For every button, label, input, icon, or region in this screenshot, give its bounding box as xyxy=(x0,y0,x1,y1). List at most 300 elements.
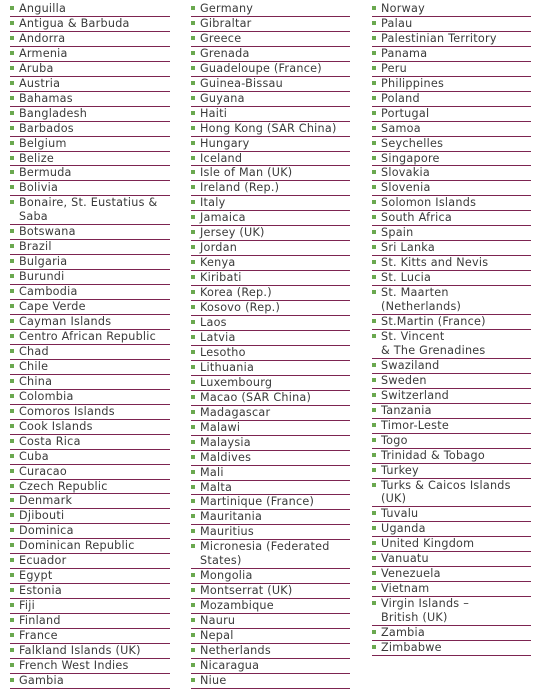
country-list-item xyxy=(372,271,531,286)
country-list-item xyxy=(372,107,531,122)
bullet-icon xyxy=(372,438,376,442)
country-name: Gambia xyxy=(19,673,64,687)
country-list-item xyxy=(372,434,531,449)
bullet-icon xyxy=(372,393,376,397)
country-list-item xyxy=(372,137,531,152)
country-list-item xyxy=(191,406,350,421)
country-list-item xyxy=(372,389,531,404)
country-name: Estonia xyxy=(19,584,62,598)
bullet-icon xyxy=(191,455,195,459)
country-name: Guinea-Bissau xyxy=(200,76,283,90)
bullet-icon xyxy=(191,663,195,667)
country-list-item xyxy=(372,47,531,62)
bullet-icon xyxy=(372,185,376,189)
country-name: Slovakia xyxy=(381,166,430,180)
bullet-icon xyxy=(372,630,376,634)
bullet-icon xyxy=(372,423,376,427)
country-name: Nicaragua xyxy=(200,658,260,672)
country-list-item xyxy=(191,196,350,211)
country-name: Grenada xyxy=(200,46,250,60)
country-list-item xyxy=(10,375,170,390)
country-list-item xyxy=(372,359,531,374)
country-list-item xyxy=(372,286,531,315)
country-list-item xyxy=(191,2,350,17)
country-list-item xyxy=(372,330,531,359)
bullet-icon xyxy=(10,663,14,667)
country-list-item xyxy=(10,539,170,554)
bullet-icon xyxy=(10,304,14,308)
bullet-icon xyxy=(10,648,14,652)
country-name: St. Kitts and Nevis xyxy=(381,256,489,270)
country-name: Bangladesh xyxy=(19,106,88,120)
country-name: Mozambique xyxy=(200,599,274,613)
country-list-item xyxy=(191,226,350,241)
country-name: Zambia xyxy=(381,626,425,640)
country-list-item xyxy=(191,525,350,540)
country-list-item xyxy=(10,77,170,92)
country-name: Mali xyxy=(200,465,224,479)
country-name: Spain xyxy=(381,226,414,240)
country-list-item xyxy=(10,2,170,17)
bullet-icon xyxy=(10,678,14,682)
country-column-1 xyxy=(10,2,170,689)
country-name: Bonaire, St. Eustatius & Saba xyxy=(19,196,158,224)
bullet-icon xyxy=(191,365,195,369)
country-name: Tanzania xyxy=(381,403,432,417)
bullet-icon xyxy=(10,51,14,55)
bullet-icon xyxy=(191,170,195,174)
bullet-icon xyxy=(191,395,195,399)
country-name: Lesotho xyxy=(200,345,246,359)
country-list-item xyxy=(10,659,170,674)
bullet-icon xyxy=(10,36,14,40)
bullet-icon xyxy=(191,335,195,339)
country-name: Armenia xyxy=(19,46,68,60)
country-list-item xyxy=(372,464,531,479)
country-name: Palestinian Territory xyxy=(381,31,497,45)
country-name: Cape Verde xyxy=(19,300,86,314)
bullet-icon xyxy=(10,81,14,85)
country-list-item xyxy=(191,32,350,47)
country-name: Hong Kong (SAR China) xyxy=(200,121,337,135)
country-list-item xyxy=(10,629,170,644)
country-name: Swaziland xyxy=(381,358,440,372)
country-name: Aruba xyxy=(19,61,54,75)
bullet-icon xyxy=(10,96,14,100)
bullet-icon xyxy=(191,544,195,548)
country-name: Haiti xyxy=(200,106,228,120)
bullet-icon xyxy=(10,573,14,577)
country-name: Zimbabwe xyxy=(381,640,442,654)
bullet-icon xyxy=(372,6,376,10)
country-list-item xyxy=(191,451,350,466)
bullet-icon xyxy=(191,305,195,309)
bullet-icon xyxy=(10,364,14,368)
country-list-item xyxy=(10,599,170,614)
country-list-item xyxy=(191,107,350,122)
country-name: Falkland Islands (UK) xyxy=(19,643,141,657)
bullet-icon xyxy=(10,21,14,25)
country-list-item xyxy=(191,316,350,331)
country-list-item xyxy=(372,17,531,32)
country-list-item xyxy=(372,122,531,137)
country-list-item xyxy=(372,374,531,389)
country-list-item xyxy=(372,522,531,537)
bullet-icon xyxy=(372,170,376,174)
bullet-icon xyxy=(10,185,14,189)
country-list-item xyxy=(191,47,350,62)
country-name: Vanuatu xyxy=(381,552,429,566)
bullet-icon xyxy=(10,200,14,204)
country-name: French West Indies xyxy=(19,658,129,672)
country-list-item xyxy=(191,152,350,167)
country-list-item xyxy=(191,584,350,599)
bullet-icon xyxy=(191,380,195,384)
bullet-icon xyxy=(10,439,14,443)
country-name: Slovenia xyxy=(381,181,431,195)
country-name: Netherlands xyxy=(200,643,271,657)
bullet-icon xyxy=(191,320,195,324)
country-name: Latvia xyxy=(200,330,236,344)
country-name: Bolivia xyxy=(19,181,59,195)
bullet-icon xyxy=(372,586,376,590)
bullet-icon xyxy=(191,678,195,682)
country-list-item xyxy=(191,421,350,436)
country-list-item xyxy=(191,644,350,659)
country-name: Djibouti xyxy=(19,509,65,523)
bullet-icon xyxy=(372,645,376,649)
bullet-icon xyxy=(10,454,14,458)
bullet-icon xyxy=(10,170,14,174)
bullet-icon xyxy=(191,141,195,145)
country-name: Hungary xyxy=(200,136,250,150)
country-name: Jersey (UK) xyxy=(200,226,265,240)
country-list-item xyxy=(372,567,531,582)
country-name: Vietnam xyxy=(381,582,430,596)
country-list-item xyxy=(191,481,350,496)
country-list-item xyxy=(191,466,350,481)
bullet-icon xyxy=(191,126,195,130)
bullet-icon xyxy=(372,319,376,323)
country-name: Micronesia (Federated States) xyxy=(200,540,330,568)
country-name: Comoros Islands xyxy=(19,404,115,418)
country-list-item xyxy=(10,494,170,509)
bullet-icon xyxy=(372,126,376,130)
country-name: Guadeloupe (France) xyxy=(200,61,322,75)
country-name: Cayman Islands xyxy=(19,315,112,329)
country-list-item xyxy=(10,450,170,465)
country-name: Panama xyxy=(381,46,428,60)
bullet-icon xyxy=(191,529,195,533)
bullet-icon xyxy=(372,111,376,115)
bullet-icon xyxy=(372,66,376,70)
country-name: Burundi xyxy=(19,270,65,284)
country-name: St. Vincent & The Grenadines xyxy=(381,329,486,357)
bullet-icon xyxy=(191,36,195,40)
country-list-item xyxy=(372,626,531,641)
bullet-icon xyxy=(191,425,195,429)
bullet-icon xyxy=(191,6,195,10)
country-list-item xyxy=(10,315,170,330)
country-list-item xyxy=(372,597,531,626)
country-list-item xyxy=(372,479,531,508)
bullet-icon xyxy=(191,156,195,160)
bullet-icon xyxy=(372,156,376,160)
bullet-icon xyxy=(372,141,376,145)
country-name: Cambodia xyxy=(19,285,78,299)
bullet-icon xyxy=(372,511,376,515)
bullet-icon xyxy=(372,36,376,40)
country-list-item xyxy=(10,509,170,524)
country-list-item xyxy=(191,181,350,196)
country-name: Seychelles xyxy=(381,136,444,150)
bullet-icon xyxy=(10,528,14,532)
country-name: Jordan xyxy=(200,241,238,255)
bullet-icon xyxy=(372,468,376,472)
country-name: Costa Rica xyxy=(19,434,81,448)
country-name: Bermuda xyxy=(19,166,72,180)
country-name: Barbados xyxy=(19,121,74,135)
country-list-item xyxy=(191,629,350,644)
bullet-icon xyxy=(372,334,376,338)
country-list-item xyxy=(191,391,350,406)
bullet-icon xyxy=(10,558,14,562)
country-list-item xyxy=(372,181,531,196)
country-name: Belgium xyxy=(19,136,67,150)
bullet-icon xyxy=(191,618,195,622)
country-name: Portugal xyxy=(381,106,430,120)
bullet-icon xyxy=(372,81,376,85)
bullet-icon xyxy=(191,573,195,577)
bullet-icon xyxy=(191,648,195,652)
country-name: Dominica xyxy=(19,524,74,538)
country-list-item xyxy=(191,137,350,152)
country-list-item xyxy=(191,17,350,32)
country-list-item xyxy=(10,285,170,300)
country-name: Chad xyxy=(19,344,49,358)
country-list-item xyxy=(372,404,531,419)
bullet-icon xyxy=(191,633,195,637)
country-list-item xyxy=(372,92,531,107)
country-list-item xyxy=(10,465,170,480)
country-list-item xyxy=(372,32,531,47)
country-name: Timor-Leste xyxy=(381,418,450,432)
country-list-item xyxy=(191,599,350,614)
country-name: Macao (SAR China) xyxy=(200,390,312,404)
bullet-icon xyxy=(191,185,195,189)
country-name: Madagascar xyxy=(200,405,271,419)
country-list-item xyxy=(191,540,350,569)
country-list-item xyxy=(372,226,531,241)
bullet-icon xyxy=(10,66,14,70)
country-name: Gibraltar xyxy=(200,16,252,30)
country-list-item xyxy=(191,77,350,92)
country-list-item xyxy=(191,361,350,376)
country-name: Peru xyxy=(381,61,407,75)
country-name: Luxembourg xyxy=(200,375,273,389)
bullet-icon xyxy=(191,290,195,294)
country-name: Botswana xyxy=(19,225,76,239)
country-name: Niue xyxy=(200,673,227,687)
country-list-item xyxy=(10,300,170,315)
bullet-icon xyxy=(372,541,376,545)
country-list-item xyxy=(10,240,170,255)
country-list-item xyxy=(10,435,170,450)
country-list-item xyxy=(191,436,350,451)
country-list-item xyxy=(191,659,350,674)
country-list-item xyxy=(10,255,170,270)
country-name: Dominican Republic xyxy=(19,539,135,553)
bullet-icon xyxy=(191,499,195,503)
country-name: Ecuador xyxy=(19,554,67,568)
bullet-icon xyxy=(372,556,376,560)
bullet-icon xyxy=(191,350,195,354)
country-name: St.Martin (France) xyxy=(381,315,486,329)
bullet-icon xyxy=(10,289,14,293)
country-list-item xyxy=(191,510,350,525)
country-list-item xyxy=(10,196,170,225)
country-list-item xyxy=(372,641,531,656)
country-list-item xyxy=(10,405,170,420)
country-list-item xyxy=(10,480,170,495)
country-list-item xyxy=(372,552,531,567)
country-list-item xyxy=(10,554,170,569)
bullet-icon xyxy=(372,51,376,55)
country-list-item xyxy=(372,211,531,226)
country-name: Bahamas xyxy=(19,91,73,105)
bullet-icon xyxy=(10,274,14,278)
bullet-icon xyxy=(372,215,376,219)
country-name: Guyana xyxy=(200,91,245,105)
bullet-icon xyxy=(372,260,376,264)
country-list-item xyxy=(10,181,170,196)
country-list-item xyxy=(10,107,170,122)
country-list-item xyxy=(191,211,350,226)
country-name: Uganda xyxy=(381,522,426,536)
country-list-item xyxy=(10,614,170,629)
country-list-item xyxy=(191,62,350,77)
country-name: Mauritania xyxy=(200,510,263,524)
bullet-icon xyxy=(191,514,195,518)
bullet-icon xyxy=(191,410,195,414)
country-list-item xyxy=(10,137,170,152)
country-list-item xyxy=(10,92,170,107)
country-name: Bulgaria xyxy=(19,255,68,269)
country-list-item xyxy=(10,345,170,360)
bullet-icon xyxy=(10,498,14,502)
country-list-item xyxy=(372,2,531,17)
country-list-item xyxy=(191,271,350,286)
country-list-item xyxy=(10,32,170,47)
bullet-icon xyxy=(191,485,195,489)
country-list-item xyxy=(372,507,531,522)
country-column-2 xyxy=(191,2,350,689)
bullet-icon xyxy=(10,379,14,383)
country-list-item xyxy=(372,419,531,434)
country-name: China xyxy=(19,374,53,388)
bullet-icon xyxy=(372,571,376,575)
bullet-icon xyxy=(372,200,376,204)
country-name: Isle of Man (UK) xyxy=(200,166,293,180)
country-list-item xyxy=(10,524,170,539)
country-name: Belize xyxy=(19,151,55,165)
bullet-icon xyxy=(191,275,195,279)
country-list-item xyxy=(191,166,350,181)
bullet-icon xyxy=(10,259,14,263)
bullet-icon xyxy=(10,618,14,622)
bullet-icon xyxy=(10,424,14,428)
country-list-item xyxy=(372,62,531,77)
country-list-item xyxy=(191,122,350,137)
country-list-item xyxy=(191,241,350,256)
country-name: Nepal xyxy=(200,629,234,643)
bullet-icon xyxy=(10,469,14,473)
country-name: Antigua & Barbuda xyxy=(19,16,130,30)
country-list-item xyxy=(191,569,350,584)
country-list-item xyxy=(191,256,350,271)
country-name: Samoa xyxy=(381,121,421,135)
country-column-3 xyxy=(372,2,531,656)
country-list-item xyxy=(10,569,170,584)
country-name: Poland xyxy=(381,91,420,105)
country-name: Togo xyxy=(381,433,408,447)
bullet-icon xyxy=(191,470,195,474)
country-list-item xyxy=(191,331,350,346)
country-name: St. Lucia xyxy=(381,271,432,285)
country-name: Sri Lanka xyxy=(381,241,435,255)
country-list-item xyxy=(10,17,170,32)
bullet-icon xyxy=(191,21,195,25)
bullet-icon xyxy=(10,349,14,353)
country-list-item xyxy=(10,584,170,599)
country-name: Cook Islands xyxy=(19,419,93,433)
bullet-icon xyxy=(191,200,195,204)
country-name: Czech Republic xyxy=(19,479,108,493)
country-name: Korea (Rep.) xyxy=(200,286,272,300)
bullet-icon xyxy=(372,408,376,412)
bullet-icon xyxy=(191,260,195,264)
country-name: Colombia xyxy=(19,389,74,403)
country-name: Maldives xyxy=(200,450,252,464)
country-name: United Kingdom xyxy=(381,537,475,551)
bullet-icon xyxy=(10,409,14,413)
country-list-item xyxy=(372,152,531,167)
country-list-item xyxy=(10,62,170,77)
country-name: St. Maarten (Netherlands) xyxy=(381,286,462,314)
country-name: Centro African Republic xyxy=(19,329,157,343)
bullet-icon xyxy=(191,96,195,100)
bullet-icon xyxy=(191,440,195,444)
country-list-item xyxy=(10,420,170,435)
bullet-icon xyxy=(191,215,195,219)
bullet-icon xyxy=(372,363,376,367)
country-list-item xyxy=(10,152,170,167)
bullet-icon xyxy=(191,588,195,592)
country-name: Martinique (France) xyxy=(200,495,315,509)
country-name: Palau xyxy=(381,16,413,30)
country-list-item xyxy=(372,256,531,271)
bullet-icon xyxy=(10,513,14,517)
country-name: Chile xyxy=(19,359,49,373)
country-list-item xyxy=(191,495,350,510)
bullet-icon xyxy=(372,483,376,487)
country-name: Lithuania xyxy=(200,360,255,374)
country-name: Solomon Islands xyxy=(381,196,477,210)
country-name: Finland xyxy=(19,614,61,628)
country-name: Malaysia xyxy=(200,435,251,449)
country-name: Mauritius xyxy=(200,525,254,539)
country-name: Laos xyxy=(200,316,227,330)
